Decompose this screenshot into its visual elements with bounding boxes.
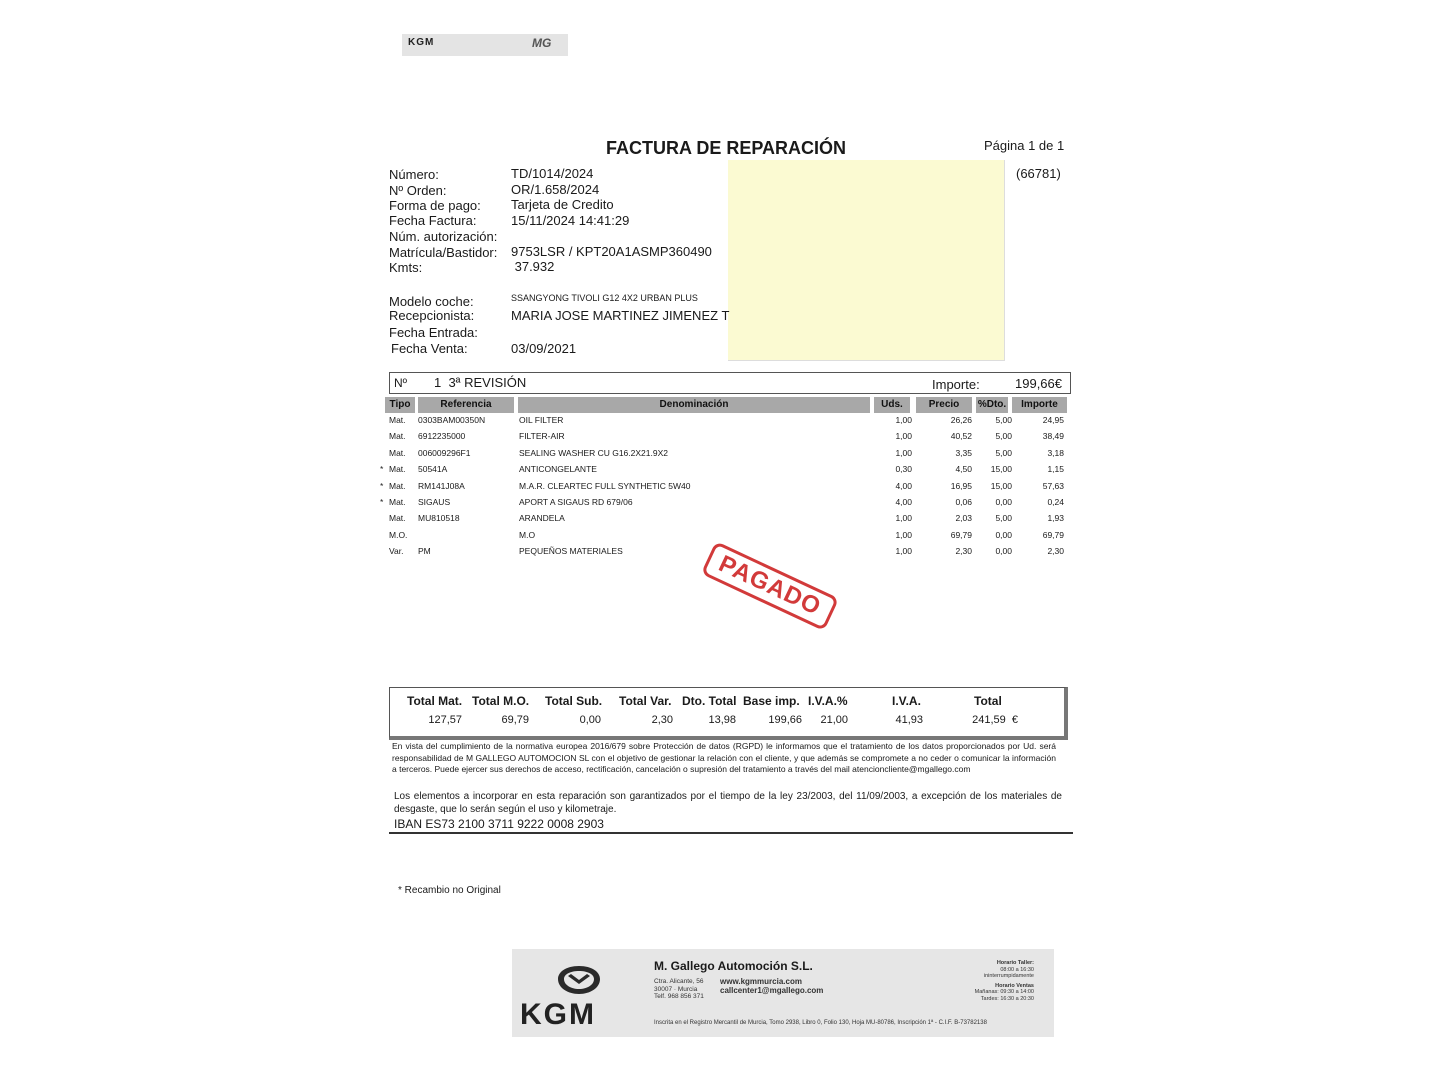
- client-code: (66781): [1016, 166, 1061, 181]
- field-value-recepcionista: MARIA JOSE MARTINEZ JIMENEZ T: [511, 308, 730, 323]
- non-original-marker: *: [380, 497, 384, 507]
- field-label-fecha-entrada: Fecha Entrada:: [389, 325, 478, 340]
- cell-dto: 0,00: [995, 546, 1012, 556]
- cell-uds: 1,00: [895, 546, 912, 556]
- cell-denominacion: APORT A SIGAUS RD 679/06: [519, 497, 633, 507]
- total-header: I.V.A.%: [808, 694, 848, 708]
- cell-uds: 1,00: [895, 415, 912, 425]
- non-original-footnote: * Recambio no Original: [398, 885, 501, 896]
- cell-tipo: Var.: [389, 546, 404, 556]
- line-importe-value: 199,66€: [1015, 376, 1062, 391]
- kgm-footer-logo: KGM: [520, 998, 596, 1031]
- table-row: [380, 479, 1070, 495]
- col-header-dto: %Dto.: [976, 397, 1008, 413]
- total-header: I.V.A.: [892, 694, 921, 708]
- total-value: 2,30: [651, 714, 673, 726]
- col-header-importe: Importe: [1012, 397, 1067, 413]
- hours-line: Tardes: 16:30 a 20:30: [980, 995, 1034, 1002]
- table-row: [380, 446, 1070, 462]
- hours-heading: Horario Ventas: [995, 982, 1034, 989]
- cell-referencia: SIGAUS: [418, 497, 451, 507]
- cell-denominacion: SEALING WASHER CU G16.2X21.9X2: [519, 448, 668, 458]
- cell-importe: 38,49: [1042, 431, 1064, 441]
- cell-denominacion: M.A.R. CLEARTEC FULL SYNTHETIC 5W40: [519, 481, 691, 491]
- field-value-modelo: SSANGYONG TIVOLI G12 4X2 URBAN PLUS: [511, 293, 698, 303]
- total-header: Total Var.: [619, 694, 672, 708]
- cell-importe: 1,93: [1047, 513, 1064, 523]
- non-original-marker: *: [380, 464, 384, 474]
- cell-precio: 0,06: [955, 497, 972, 507]
- field-value-forma-pago: Tarjeta de Credito: [511, 197, 614, 212]
- col-header-referencia: Referencia: [418, 397, 514, 413]
- grand-total-value: 241,59 €: [972, 714, 1018, 726]
- cell-tipo: Mat.: [389, 497, 406, 507]
- cell-denominacion: OIL FILTER: [519, 415, 564, 425]
- total-value: 69,79: [501, 714, 529, 726]
- total-value: 0,00: [579, 714, 601, 726]
- total-header: Base imp.: [743, 694, 800, 708]
- cell-referencia: 006009296F1: [418, 448, 471, 458]
- cell-precio: 69,79: [950, 530, 972, 540]
- privacy-notice: En vista del cumplimiento de la normativa europea 2016/679 sobre Protección de datos (RGPD) le informamos que el tratamiento de los datos proporcionados por Ud. será responsabilidad de M GALLEGO AUTOMOCION SL con el objetivo de gestionar la relación con el cliente, y que además se compromete a no ceder o comunicar la información a terceros. Puede ejercer sus derechos de acceso, rectificación, cancelación o supresión del tratamiento a través del mail atencioncliente@mgallego.com: [392, 741, 1056, 774]
- field-value-fecha-venta: 03/09/2021: [511, 341, 577, 356]
- cell-uds: 1,00: [895, 448, 912, 458]
- total-value: 21,00: [820, 714, 848, 726]
- cell-dto: 0,00: [995, 497, 1012, 507]
- field-label-orden: Nº Orden:: [389, 183, 447, 198]
- cell-referencia: RM141J08A: [418, 481, 465, 491]
- page-number: Página 1 de 1: [984, 138, 1065, 153]
- cell-precio: 4,50: [955, 464, 972, 474]
- table-row: [380, 511, 1070, 527]
- cell-tipo: Mat.: [389, 415, 406, 425]
- line-description: 1 3ª REVISIÓN: [434, 375, 527, 390]
- cell-tipo: M.O.: [389, 530, 408, 540]
- field-label-numero: Número:: [389, 167, 439, 182]
- field-label-fecha-factura: Fecha Factura:: [389, 213, 477, 228]
- cell-importe: 2,30: [1047, 546, 1064, 556]
- table-row: [380, 413, 1070, 429]
- field-label-fecha-venta: Fecha Venta:: [391, 341, 468, 356]
- cell-importe: 0,24: [1047, 497, 1064, 507]
- cell-dto: 5,00: [995, 448, 1012, 458]
- cell-dto: 15,00: [990, 464, 1012, 474]
- cell-precio: 2,03: [955, 513, 972, 523]
- col-header-uds: Uds.: [874, 397, 910, 413]
- col-header-precio: Precio: [916, 397, 972, 413]
- cell-dto: 15,00: [990, 481, 1012, 491]
- mg-logo: MG: [532, 36, 552, 50]
- field-value-kmts: 37.932: [511, 259, 555, 274]
- cell-uds: 4,00: [895, 497, 912, 507]
- address-line: 30007 · Murcia: [654, 985, 698, 993]
- total-value: 13,98: [708, 714, 736, 726]
- table-row: [380, 528, 1070, 544]
- warranty-notice: Los elementos a incorporar en esta reparación son garantizados por el tiempo de la ley 23/2003, del 11/09/2003, a excepción de los materiales de desgaste, que lo serán según el uso y kilometraje.: [394, 791, 1062, 815]
- cell-referencia: 50541A: [418, 464, 448, 474]
- hours-heading: Horario Taller:: [996, 960, 1034, 966]
- cell-uds: 1,00: [895, 530, 912, 540]
- cell-precio: 3,35: [955, 448, 972, 458]
- cell-tipo: Mat.: [389, 448, 406, 458]
- total-header: Total: [974, 694, 1002, 708]
- cell-dto: 0,00: [995, 530, 1012, 540]
- cell-referencia: 6912235000: [418, 431, 466, 441]
- address-line: Ctra. Alicante, 56: [654, 978, 704, 985]
- table-row: [380, 429, 1070, 445]
- cell-precio: 40,52: [950, 431, 972, 441]
- col-header-denominacion: Denominación: [518, 397, 870, 413]
- company-name: M. Gallego Automoción S.L.: [654, 959, 813, 973]
- cell-importe: 24,95: [1042, 415, 1064, 425]
- field-label-kmts: Kmts:: [389, 260, 423, 275]
- total-header: Total Mat.: [407, 694, 463, 708]
- total-header: Total Sub.: [545, 694, 603, 708]
- field-label-forma-pago: Forma de pago:: [389, 198, 481, 213]
- table-row: [380, 495, 1070, 511]
- cell-uds: 1,00: [895, 431, 912, 441]
- hours-line: ininterrumpidamente: [983, 973, 1034, 979]
- sticky-note: [728, 160, 1005, 361]
- cell-uds: 1,00: [895, 513, 912, 523]
- cell-referencia: MU810518: [418, 513, 460, 523]
- total-value: 199,66: [768, 714, 802, 726]
- paid-stamp: PAGADO: [701, 541, 839, 631]
- total-header: Dto. Total: [682, 694, 737, 708]
- cell-denominacion: ARANDELA: [519, 513, 565, 523]
- website-text: www.kgmmurcia.com: [720, 977, 802, 986]
- company-address: [654, 978, 704, 1001]
- cell-precio: 16,95: [950, 481, 972, 491]
- field-label-matricula: Matrícula/Bastidor:: [389, 245, 498, 260]
- cell-importe: 69,79: [1042, 530, 1064, 540]
- line-number-label: Nº: [394, 376, 408, 390]
- cell-uds: 0,30: [895, 464, 912, 474]
- totals-box: [389, 687, 1068, 740]
- total-value: 127,57: [428, 714, 462, 726]
- phone-line: Telf. 968 856 371: [654, 993, 704, 1000]
- field-label-autorizacion: Núm. autorización:: [389, 229, 498, 244]
- opening-hours: [952, 960, 1034, 1002]
- hours-line: Mañanas: 09:30 a 14:00: [974, 989, 1034, 995]
- hours-line: 08:00 a 16:30: [1000, 966, 1034, 973]
- cell-importe: 57,63: [1042, 481, 1064, 491]
- cell-referencia: PM: [418, 546, 431, 556]
- total-header: Total M.O.: [472, 694, 530, 708]
- cell-tipo: Mat.: [389, 513, 406, 523]
- cell-referencia: 0303BAM00350N: [418, 415, 486, 425]
- cell-dto: 5,00: [995, 431, 1012, 441]
- company-contact: [720, 978, 823, 995]
- cell-precio: 26,26: [950, 415, 972, 425]
- field-value-numero: TD/1014/2024: [511, 166, 594, 181]
- cell-denominacion: PEQUEÑOS MATERIALES: [519, 546, 623, 556]
- email-text: callcenter1@mgallego.com: [720, 985, 824, 995]
- registry-info: Inscrita en el Registro Mercantil de Murcia, Tomo 2938, Libro 0, Folio 130, Hoja MU-80786, Inscripción 1ª - C.I.F. B-73782138: [654, 1020, 987, 1026]
- document-title: FACTURA DE REPARACIÓN: [606, 138, 847, 158]
- cell-tipo: Mat.: [389, 464, 406, 474]
- non-original-marker: *: [380, 481, 384, 491]
- cell-denominacion: FILTER-AIR: [519, 431, 565, 441]
- cell-precio: 2,30: [955, 546, 972, 556]
- line-importe-label: Importe:: [932, 377, 980, 392]
- kgm-emblem-icon: [554, 962, 604, 998]
- cell-tipo: Mat.: [389, 481, 406, 491]
- field-label-modelo: Modelo coche:: [389, 294, 474, 309]
- repair-line-box: [389, 372, 1071, 394]
- divider: [389, 832, 1073, 834]
- cell-tipo: Mat.: [389, 431, 406, 441]
- cell-importe: 3,18: [1047, 448, 1064, 458]
- cell-dto: 5,00: [995, 415, 1012, 425]
- table-row: [380, 462, 1070, 478]
- kgm-logo: KGM: [408, 37, 435, 48]
- cell-denominacion: M.O: [519, 530, 536, 540]
- iban-text: IBAN ES73 2100 3711 9222 0008 2903: [394, 817, 604, 831]
- field-value-matricula: 9753LSR / KPT20A1ASMP360490: [511, 244, 712, 259]
- cell-importe: 1,15: [1047, 464, 1064, 474]
- field-value-fecha-factura: 15/11/2024 14:41:29: [511, 213, 630, 228]
- cell-uds: 4,00: [895, 481, 912, 491]
- col-header-tipo: Tipo: [385, 397, 415, 413]
- cell-denominacion: ANTICONGELANTE: [519, 464, 597, 474]
- field-value-orden: OR/1.658/2024: [511, 182, 600, 197]
- cell-dto: 5,00: [995, 513, 1012, 523]
- field-label-recepcionista: Recepcionista:: [389, 308, 475, 323]
- total-value: 41,93: [895, 714, 923, 726]
